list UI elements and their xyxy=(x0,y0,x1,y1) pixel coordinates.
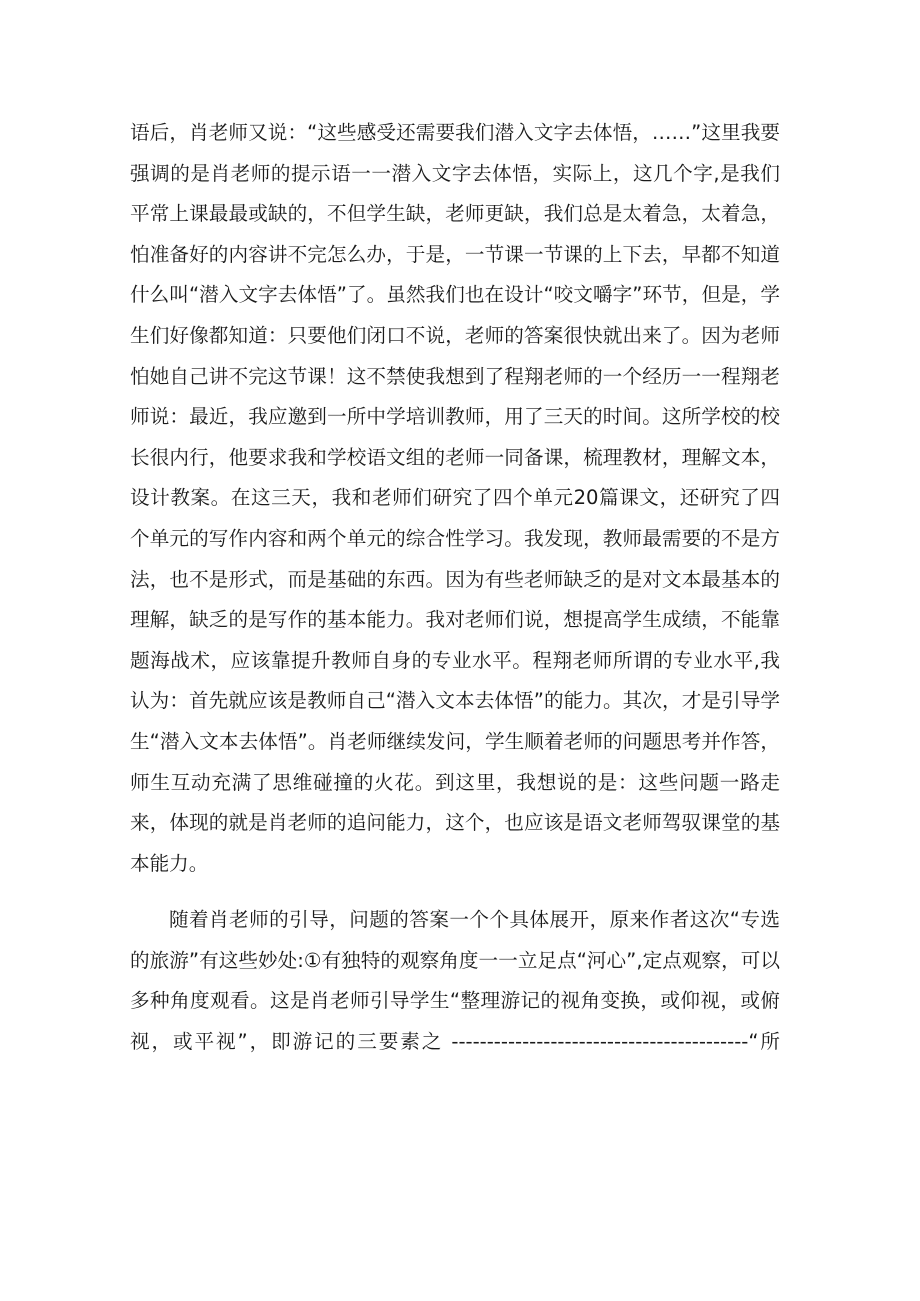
paragraph-1: 语后，肖老师又说：“这些感受还需要我们潜入文字去体悟，……”这里我要强调的是肖老师的提示语一一潜入文字去体悟，实际上，这几个字,是我们平常上课最最或缺的，不但学生缺，老师更缺，我们总是太着急，太着急，怕准备好的内容讲不完怎么办，于是，一节课一节课的上下去，早都不知道什么叫“潜入文字去体悟”了。虽然我们也在设计“咬文嚼字”环节，但是，学生们好像都知道：只要他们闭口不说，老师的答案很快就出来了。因为老师怕她自己讲不完这节课！这不禁使我想到了程翔老师的一个经历一一程翔老师说：最近，我应邀到一所中学培训教师，用了三天的时间。这所学校的校长很内行，他要求我和学校语文组的老师一同备课，梳理教材，理解文本，设计教案。在这三天，我和老师们研究了四个单元20篇课文，还研究了四个单元的写作内容和两个单元的综合性学习。我发现，教师最需要的不是方法，也不是形式，而是基础的东西。因为有些老师缺乏的是对文本最基本的理解，缺乏的是写作的基本能力。我对老师们说，想提高学生成绩，不能靠题海战术，应该靠提升教师自身的专业水平。程翔老师所谓的专业水平,我认为：首先就应该是教师自己“潜入文本去体悟”的能力。其次，才是引导学生“潜入文本去体悟”。肖老师继续发问，学生顺着老师的问题思考并作答，师生互动充满了思维碰撞的火花。到这里，我想说的是：这些问题一路走来，体现的就是肖老师的追问能力，这个，也应该是语文老师驾驭课堂的基本能力。 xyxy=(130,121,780,875)
paragraph-2: 随着肖老师的引导，问题的答案一个个具体展开，原来作者这次“专选的旅游”有这些妙处:①有独特的观察角度一一立足点“河心”,定点观察，可以多种角度观看。这是肖老师引导学生“整理游记的视角变换，或仰视，或俯视，或平视”，即游记的三要素之 ------------------------------------------“所 xyxy=(130,908,780,1054)
document-body xyxy=(130,113,780,1063)
